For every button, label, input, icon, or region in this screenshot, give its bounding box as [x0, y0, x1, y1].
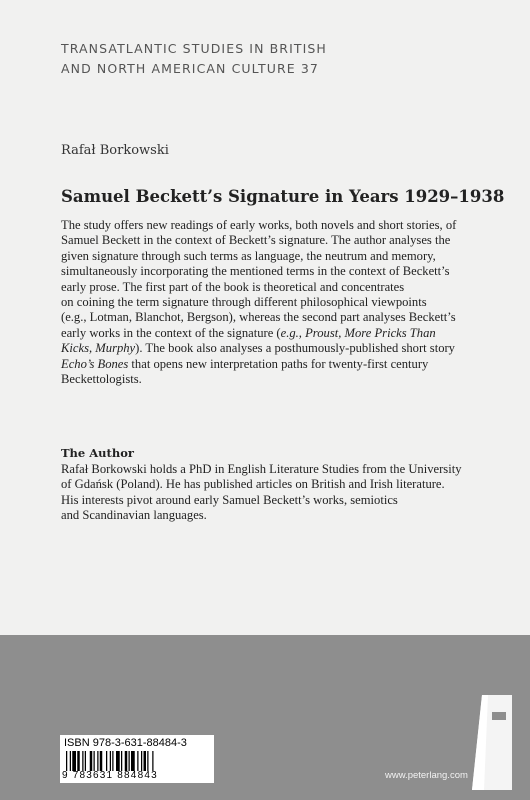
- publisher-url: www.peterlang.com: [385, 770, 468, 781]
- author-name: Rafał Borkowski: [61, 143, 169, 158]
- about-author-heading: The Author: [61, 446, 134, 460]
- description-italic: Kicks, Murphy: [61, 341, 136, 356]
- series-title-line-2: AND NORTH AMERICAN CULTURE 37: [61, 61, 319, 76]
- description-line: on coining the term signature through different philosophical viewpoints: [61, 295, 427, 310]
- description-line: [61, 357, 471, 372]
- barcode-digits: 9 783631 884843: [62, 770, 158, 781]
- series-title: [61, 39, 327, 79]
- description-line: given signature through such terms as language, the neutrum and memory,: [61, 248, 436, 263]
- about-line: Rafał Borkowski holds a PhD in English Literature Studies from the University: [61, 462, 462, 476]
- series-title-line-1: TRANSATLANTIC STUDIES IN BRITISH: [61, 41, 327, 56]
- description-italic: Echo’s Bones: [61, 356, 129, 371]
- description-line: Samuel Beckett in the context of Beckett’s signature. The author analyses the: [61, 233, 451, 248]
- description-text: that opens new interpretation paths for twenty-first century: [128, 356, 429, 371]
- isbn-number: ISBN 978-3-631-88484-3: [64, 737, 187, 749]
- description-line: [61, 341, 471, 356]
- barcode-label: [60, 735, 214, 783]
- about-line: and Scandinavian languages.: [61, 508, 207, 523]
- book-title: Samuel Beckett’s Signature in Years 1929–1938: [61, 187, 505, 206]
- about-line: of Gdańsk (Poland). He has published articles on British and Irish literature.: [61, 477, 445, 492]
- barcode-bars: [64, 751, 210, 771]
- description-text: early works in the context of the signature (: [61, 325, 281, 340]
- description-line: early prose. The first part of the book is theoretical and concentrates: [61, 279, 405, 294]
- description-text: ). The book also analyses a posthumously-published short story: [135, 341, 455, 356]
- description-line: [61, 326, 471, 341]
- about-line: His interests pivot around early Samuel Beckett’s works, semiotics: [61, 492, 398, 507]
- description-line: (e.g., Lotman, Blanchot, Bergson), whereas the second part analyses Beckett’s: [61, 310, 456, 325]
- publisher-logo: [462, 690, 512, 790]
- about-author-text: [61, 462, 471, 524]
- book-description: [61, 218, 471, 387]
- description-italic: e.g., Proust, More Pricks Than: [280, 325, 436, 340]
- description-line: simultaneously incorporating the mentioned terms in the context of Beckett’s: [61, 264, 450, 279]
- description-line: Beckettologists.: [61, 372, 142, 387]
- description-line: The study offers new readings of early works, both novels and short stories, of: [61, 218, 457, 232]
